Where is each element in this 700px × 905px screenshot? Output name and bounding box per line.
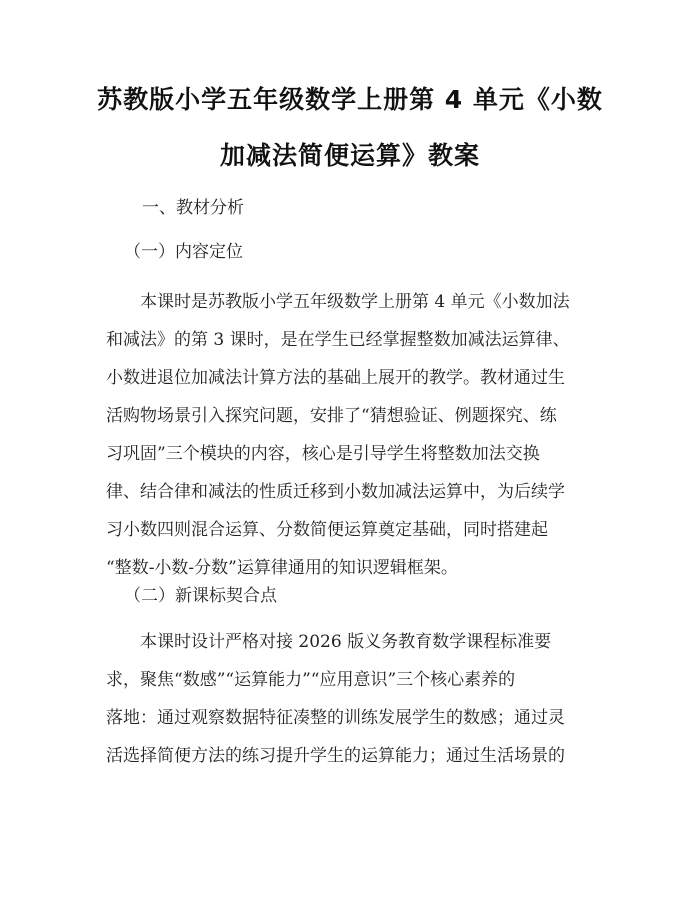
- paragraph-line: 习小数四则混合运算、分数简便运算奠定基础，同时搭建起: [106, 520, 548, 540]
- paragraph-line: 小数进退位加减法计算方法的基础上展开的教学。教材通过生: [106, 368, 565, 388]
- subsection-heading-curriculum-alignment: （二）新课标契合点: [124, 586, 277, 606]
- paragraph-line: 律、结合律和减法的性质迁移到小数加减法运算中，为后续学: [106, 482, 565, 502]
- paragraph-curriculum-alignment: [106, 630, 606, 782]
- paragraph-line: 活购物场景引入探究问题，安排了“猜想验证、例题探究、练: [106, 406, 557, 426]
- paragraph-line: 和减法》的第 3 课时，是在学生已经掌握整数加减法运算律、: [106, 330, 570, 350]
- document-title-line-1: 苏教版小学五年级数学上册第 4 单元《小数: [97, 85, 603, 114]
- paragraph-line: 落地：通过观察数据特征凑整的训练发展学生的数感；通过灵: [106, 708, 565, 728]
- paragraph-line: 求，聚焦“数感”“运算能力”“应用意识”三个核心素养的: [106, 670, 516, 690]
- section-heading: 一、教材分析: [142, 198, 244, 218]
- subsection-heading-content-positioning: （一）内容定位: [124, 242, 243, 262]
- paragraph-content-positioning: [106, 290, 606, 594]
- paragraph-line: 活选择简便方法的练习提升学生的运算能力；通过生活场景的: [106, 746, 565, 766]
- document-title-line-2: 加减法简便运算》教案: [219, 141, 480, 170]
- paragraph-line: “整数-小数-分数”运算律通用的知识逻辑框架。: [106, 558, 458, 578]
- paragraph-line: 本课时设计严格对接 2026 版义务教育数学课程标准要: [140, 632, 552, 652]
- paragraph-line: 习巩固”三个模块的内容，核心是引导学生将整数加法交换: [106, 444, 540, 464]
- paragraph-line: 本课时是苏教版小学五年级数学上册第 4 单元《小数加法: [140, 292, 570, 312]
